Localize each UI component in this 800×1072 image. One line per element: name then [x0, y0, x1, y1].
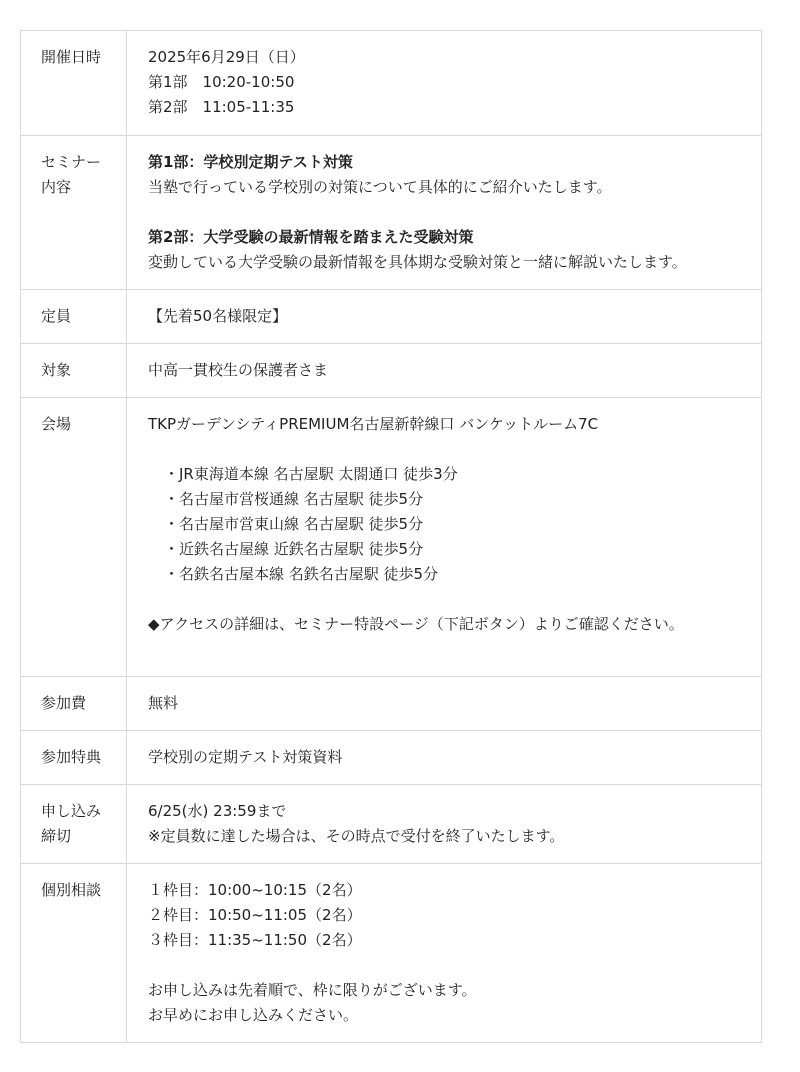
value-date	[127, 31, 762, 136]
consult-slot: ３枠目：11:35~11:50（2名）	[148, 931, 362, 949]
label-target-text: 対象	[41, 361, 72, 379]
value-fee	[127, 677, 762, 731]
value-venue	[127, 398, 762, 677]
part2-time: 第2部 11:05-11:35	[148, 98, 295, 116]
row-date	[21, 31, 762, 136]
label-content-line2: 内容	[41, 178, 72, 196]
label-deadline-line1: 申し込み	[41, 802, 102, 820]
access-item: ・名鉄名古屋本線 名鉄名古屋駅 徒歩5分	[164, 565, 439, 583]
consult-note-1: お申し込みは先着順で、枠に限りがございます。	[148, 981, 477, 999]
part2-description: 変動している大学受験の最新情報を具体期な受験対策と一緒に解説いたします。	[148, 253, 687, 271]
venue-name: TKPガーデンシティPREMIUM名古屋新幹線口 バンケットルーム7C	[148, 415, 599, 433]
label-bonus	[21, 731, 127, 785]
row-venue	[21, 398, 762, 677]
value-consult	[127, 864, 762, 1043]
deadline-value: 6/25(水) 23:59まで	[148, 802, 287, 820]
label-deadline-line2: 締切	[41, 827, 72, 845]
consult-slot: １枠目：10:00~10:15（2名）	[148, 881, 362, 899]
label-content-line1: セミナー	[41, 153, 102, 171]
label-capacity-text: 定員	[41, 307, 72, 325]
label-capacity	[21, 290, 127, 344]
part1-time: 第1部 10:20-10:50	[148, 73, 295, 91]
row-deadline	[21, 785, 762, 864]
value-bonus	[127, 731, 762, 785]
value-target	[127, 344, 762, 398]
access-item: ・JR東海道本線 名古屋駅 太閤通口 徒歩3分	[164, 465, 458, 483]
row-bonus	[21, 731, 762, 785]
value-deadline	[127, 785, 762, 864]
label-content	[21, 136, 127, 290]
seminar-info-table	[20, 30, 762, 1043]
deadline-note: ※定員数に達した場合は、その時点で受付を終了いたします。	[148, 827, 565, 845]
consult-note-2: お早めにお申し込みください。	[148, 1006, 359, 1024]
label-fee-text: 参加費	[41, 694, 87, 712]
target-value: 中高一貫校生の保護者さま	[148, 361, 329, 379]
part2-title: 第2部：大学受験の最新情報を踏まえた受験対策	[148, 228, 474, 246]
access-item: ・名古屋市営東山線 名古屋駅 徒歩5分	[164, 515, 424, 533]
label-date	[21, 31, 127, 136]
row-content	[21, 136, 762, 290]
row-fee	[21, 677, 762, 731]
label-target	[21, 344, 127, 398]
row-consult	[21, 864, 762, 1043]
bonus-value: 学校別の定期テスト対策資料	[148, 748, 343, 766]
label-bonus-text: 参加特典	[41, 748, 102, 766]
row-target	[21, 344, 762, 398]
capacity-value: 【先着50名様限定】	[148, 307, 288, 325]
label-fee	[21, 677, 127, 731]
label-venue-text: 会場	[41, 415, 72, 433]
label-consult-text: 個別相談	[41, 881, 102, 899]
value-capacity	[127, 290, 762, 344]
label-deadline	[21, 785, 127, 864]
access-item: ・近鉄名古屋線 近鉄名古屋駅 徒歩5分	[164, 540, 424, 558]
consult-slot: ２枠目：10:50~11:05（2名）	[148, 906, 362, 924]
part1-title: 第1部：学校別定期テスト対策	[148, 153, 353, 171]
label-venue	[21, 398, 127, 677]
fee-value: 無料	[148, 694, 179, 712]
access-item: ・名古屋市営桜通線 名古屋駅 徒歩5分	[164, 490, 424, 508]
part1-description: 当塾で行っている学校別の対策について具体的にご紹介いたします。	[148, 178, 612, 196]
value-content	[127, 136, 762, 290]
row-capacity	[21, 290, 762, 344]
label-date-text: 開催日時	[41, 48, 102, 66]
event-date: 2025年6月29日（日）	[148, 48, 305, 66]
label-consult	[21, 864, 127, 1043]
access-note: ◆アクセスの詳細は、セミナー特設ページ（下記ボタン）よりご確認ください。	[148, 615, 684, 633]
